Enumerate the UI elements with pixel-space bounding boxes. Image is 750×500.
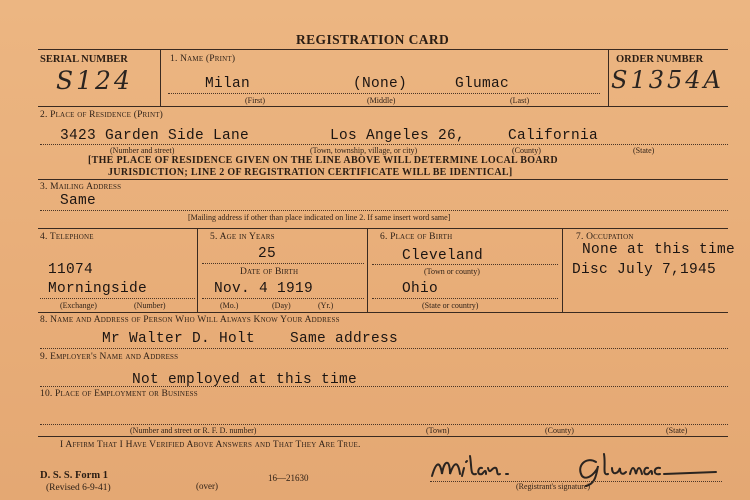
first-caption: (First) <box>245 96 265 105</box>
number-caption: (Number) <box>134 301 166 310</box>
occupation-line2: Disc July 7,1945 <box>572 262 717 278</box>
age-value: 25 <box>258 246 277 262</box>
first-name-value: Milan <box>205 76 251 92</box>
over-note: (over) <box>196 481 218 491</box>
print-code: 16—21630 <box>268 473 309 483</box>
birth-state-underline <box>372 298 558 299</box>
age-label: 5. Age in Years <box>210 232 275 242</box>
signature-text: Milan Glumac <box>426 448 432 449</box>
dob-label: Date of Birth <box>240 267 299 277</box>
mailing-caption: [Mailing address if other than place indicated on line 2. If same insert word same] <box>188 213 451 222</box>
middle-name-value: (None) <box>353 76 408 92</box>
top-border <box>38 49 728 50</box>
county-caption: (County) <box>512 146 541 155</box>
telephone-number-value: 11074 <box>48 262 94 278</box>
telephone-underline <box>40 298 195 299</box>
residence-city-value: Los Angeles 26, <box>330 128 466 144</box>
dob-underline <box>202 298 364 299</box>
divider <box>367 228 368 312</box>
last-caption: (Last) <box>510 96 530 105</box>
employment-place-label: 10. Place of Employment or Business <box>40 389 198 399</box>
serial-number-value: S124 <box>56 66 133 95</box>
telephone-label: 4. Telephone <box>40 232 94 242</box>
divider <box>608 49 609 107</box>
exchange-caption: (Exchange) <box>60 301 97 310</box>
state-country-caption: (State or country) <box>422 301 479 310</box>
street-rfd-caption: (Number and street or R. F. D. number) <box>130 426 257 435</box>
month-caption: (Mo.) <box>220 301 239 310</box>
card-title: REGISTRATION CARD <box>296 32 450 47</box>
residence-underline <box>40 144 728 145</box>
row-border <box>38 228 728 229</box>
divider <box>160 49 161 107</box>
residence-street-value: 3423 Garden Side Lane <box>60 128 250 144</box>
contact-underline <box>40 348 728 349</box>
last-name-value: Glumac <box>455 76 510 92</box>
form-revised: (Revised 6-9-41) <box>46 483 111 493</box>
order-number-label: ORDER NUMBER <box>616 54 704 65</box>
mailing-underline <box>40 210 728 211</box>
town-county-caption: (Town or county) <box>424 267 480 276</box>
affirmation-text: I Affirm That I Have Verified Above Answers and That They Are True. <box>60 440 361 450</box>
name-label: 1. Name (Print) <box>170 54 236 64</box>
birth-state-value: Ohio <box>402 281 439 297</box>
town-caption: (Town, township, village, or city) <box>310 146 418 155</box>
middle-caption: (Middle) <box>367 96 396 105</box>
county-caption-2: (County) <box>545 426 574 435</box>
employer-underline <box>40 386 728 387</box>
residence-state-value: California <box>508 128 599 144</box>
age-underline <box>202 263 364 264</box>
jurisdiction-notice-line2: JURISDICTION; LINE 2 OF REGISTRATION CERTIFICATE WILL BE IDENTICAL] <box>108 167 513 178</box>
divider <box>197 228 198 312</box>
town-caption-2: (Town) <box>426 426 450 435</box>
dob-value: Nov. 4 1919 <box>214 281 314 297</box>
contact-address-value: Same address <box>290 331 399 347</box>
name-underline <box>168 93 600 94</box>
row-border <box>38 436 728 437</box>
serial-number-label: SERIAL NUMBER <box>40 54 128 65</box>
signature-caption: (Registrant's signature) <box>516 482 591 491</box>
employer-label: 9. Employer's Name and Address <box>40 352 179 362</box>
mailing-address-label: 3. Mailing Address <box>40 182 122 192</box>
jurisdiction-notice-line1: [THE PLACE OF RESIDENCE GIVEN ON THE LINE ABOVE WILL DETERMINE LOCAL BOARD <box>88 155 558 166</box>
occupation-label: 7. Occupation <box>576 232 634 242</box>
year-caption: (Yr.) <box>318 301 334 310</box>
employer-value: Not employed at this time <box>132 372 358 388</box>
contact-name-value: Mr Walter D. Holt <box>102 331 256 347</box>
row-border <box>38 106 728 107</box>
day-caption: (Day) <box>272 301 291 310</box>
state-caption-2: (State) <box>666 426 688 435</box>
street-caption: (Number and street) <box>110 146 175 155</box>
order-number-value: S1354A <box>611 66 724 94</box>
residence-label: 2. Place of Residence (Print) <box>40 110 164 120</box>
occupation-line1: None at this time <box>582 242 736 258</box>
form-name: D. S. S. Form 1 <box>40 470 108 481</box>
divider <box>562 228 563 312</box>
mailing-address-value: Same <box>60 193 97 209</box>
row-border <box>38 179 728 180</box>
birth-town-underline <box>372 264 558 265</box>
contact-label: 8. Name and Address of Person Who Will Always Know Your Address <box>40 315 340 325</box>
birthplace-label: 6. Place of Birth <box>380 232 453 242</box>
employment-underline <box>40 424 728 425</box>
telephone-exchange-value: Morningside <box>48 281 148 297</box>
birth-town-value: Cleveland <box>402 248 484 264</box>
row-border <box>38 312 728 313</box>
state-caption: (State) <box>633 146 655 155</box>
